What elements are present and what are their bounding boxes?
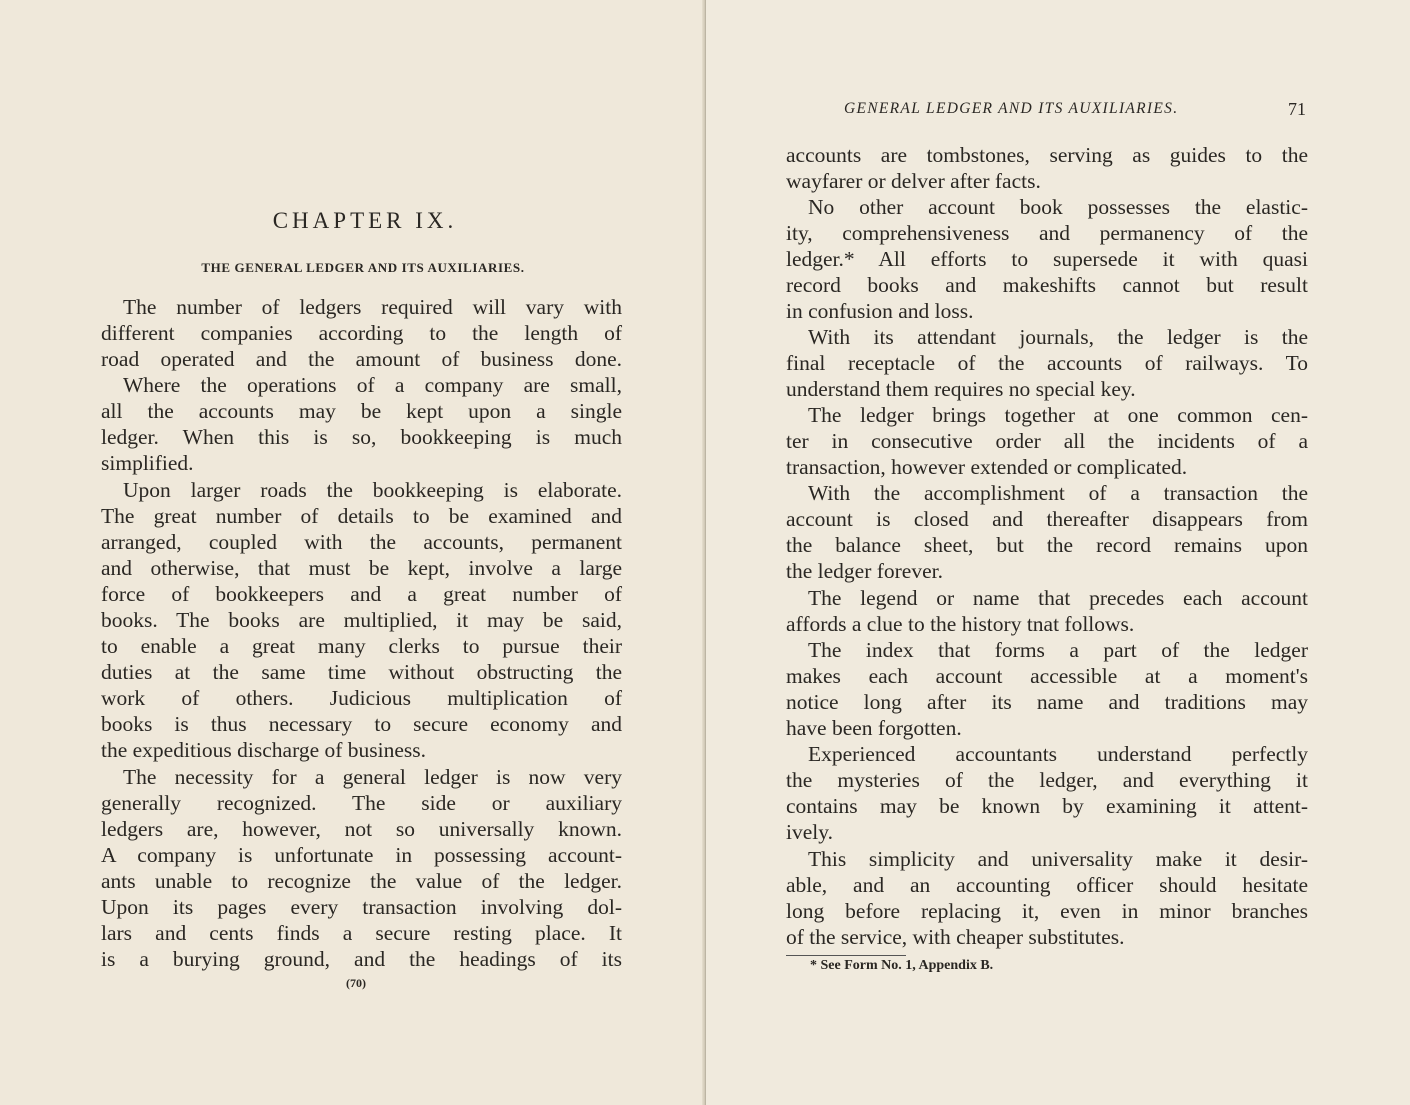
- text-line: ity, comprehensiveness and permanency of the: [786, 221, 1308, 245]
- text-line: makes each account accessible at a moment's: [786, 664, 1308, 688]
- page-number: (70): [346, 976, 366, 990]
- text-line: Upon its pages every transaction involving dol-: [101, 895, 622, 919]
- text-line: arranged, coupled with the accounts, permanent: [101, 530, 622, 554]
- text-line: record books and makeshifts cannot but result: [786, 273, 1308, 297]
- text-line: work of others. Judicious multiplication of: [101, 686, 622, 710]
- text-line: contains may be known by examining it attent-: [786, 794, 1308, 818]
- text-line: able, and an accounting officer should hesitate: [786, 873, 1308, 897]
- text-line: books is thus necessary to secure economy and: [101, 712, 622, 736]
- text-line: ledger. When this is so, bookkeeping is much: [101, 425, 622, 449]
- text-line: transaction, however extended or complicated.: [786, 455, 1188, 479]
- text-line: road operated and the amount of business done.: [101, 347, 622, 371]
- text-line: the mysteries of the ledger, and everything it: [786, 768, 1308, 792]
- page-number: 71: [1288, 99, 1306, 119]
- text-line: books. The books are multiplied, it may be said,: [101, 608, 622, 632]
- footnote-rule: [786, 955, 906, 956]
- text-line: all the accounts may be kept upon a single: [101, 399, 622, 423]
- text-line: With its attendant journals, the ledger is the: [808, 325, 1308, 349]
- text-line: affords a clue to the history tnat follows.: [786, 612, 1135, 636]
- text-line: force of bookkeepers and a great number of: [101, 582, 622, 606]
- text-line: different companies according to the length of: [101, 321, 622, 345]
- text-line: accounts are tombstones, serving as guides to the: [786, 143, 1308, 167]
- text-line: long before replacing it, even in minor branches: [786, 899, 1308, 923]
- text-line: ants unable to recognize the value of the ledger.: [101, 869, 622, 893]
- text-line: The number of ledgers required will vary with: [123, 295, 622, 319]
- text-line: ledgers are, however, not so universally known.: [101, 817, 622, 841]
- left-page: [0, 0, 704, 1105]
- text-line: to enable a great many clerks to pursue their: [101, 634, 622, 658]
- text-line: This simplicity and universality make it desir-: [808, 847, 1308, 871]
- text-line: and otherwise, that must be kept, involve a large: [101, 556, 622, 580]
- text-line: the ledger forever.: [786, 559, 943, 583]
- text-line: in confusion and loss.: [786, 299, 974, 323]
- running-head: GENERAL LEDGER AND ITS AUXILIARIES.: [844, 100, 1179, 117]
- text-line: The legend or name that precedes each account: [808, 586, 1308, 610]
- text-line: lars and cents finds a secure resting place. It: [101, 921, 622, 945]
- text-line: Upon larger roads the bookkeeping is elaborate.: [123, 478, 622, 502]
- text-line: the balance sheet, but the record remains upon: [786, 533, 1308, 557]
- text-line: The great number of details to be examined and: [101, 504, 622, 528]
- chapter-title: CHAPTER IX.: [272, 208, 458, 233]
- text-line: No other account book possesses the elastic-: [808, 195, 1308, 219]
- text-line: duties at the same time without obstructing the: [101, 660, 622, 684]
- text-line: The necessity for a general ledger is now very: [123, 765, 622, 789]
- right-page: [706, 0, 1410, 1105]
- text-line: ledger.* All efforts to supersede it with quasi: [786, 247, 1308, 271]
- text-line: ter in consecutive order all the incidents of a: [786, 429, 1308, 453]
- text-line: simplified.: [101, 451, 194, 475]
- footnote: * See Form No. 1, Appendix B.: [810, 958, 994, 973]
- text-line: account is closed and thereafter disappears from: [786, 507, 1308, 531]
- text-line: The ledger brings together at one common cen-: [808, 403, 1308, 427]
- text-line: A company is unfortunate in possessing account-: [101, 843, 622, 867]
- chapter-subtitle: THE GENERAL LEDGER AND ITS AUXILIARIES.: [201, 260, 525, 275]
- text-line: The index that forms a part of the ledger: [808, 638, 1308, 662]
- text-line: of the service, with cheaper substitutes.: [786, 925, 1125, 949]
- text-line: understand them requires no special key.: [786, 377, 1136, 401]
- text-line: Where the operations of a company are small,: [123, 373, 622, 397]
- text-line: With the accomplishment of a transaction the: [808, 481, 1308, 505]
- text-line: notice long after its name and traditions may: [786, 690, 1308, 714]
- text-line: have been forgotten.: [786, 716, 962, 740]
- text-line: the expeditious discharge of business.: [101, 738, 427, 762]
- text-line: wayfarer or delver after facts.: [786, 169, 1041, 193]
- text-line: generally recognized. The side or auxiliary: [101, 791, 622, 815]
- text-line: final receptacle of the accounts of railways. To: [786, 351, 1308, 375]
- text-line: ively.: [786, 820, 833, 844]
- text-line: Experienced accountants understand perfectly: [808, 742, 1308, 766]
- text-line: is a burying ground, and the headings of its: [101, 947, 622, 971]
